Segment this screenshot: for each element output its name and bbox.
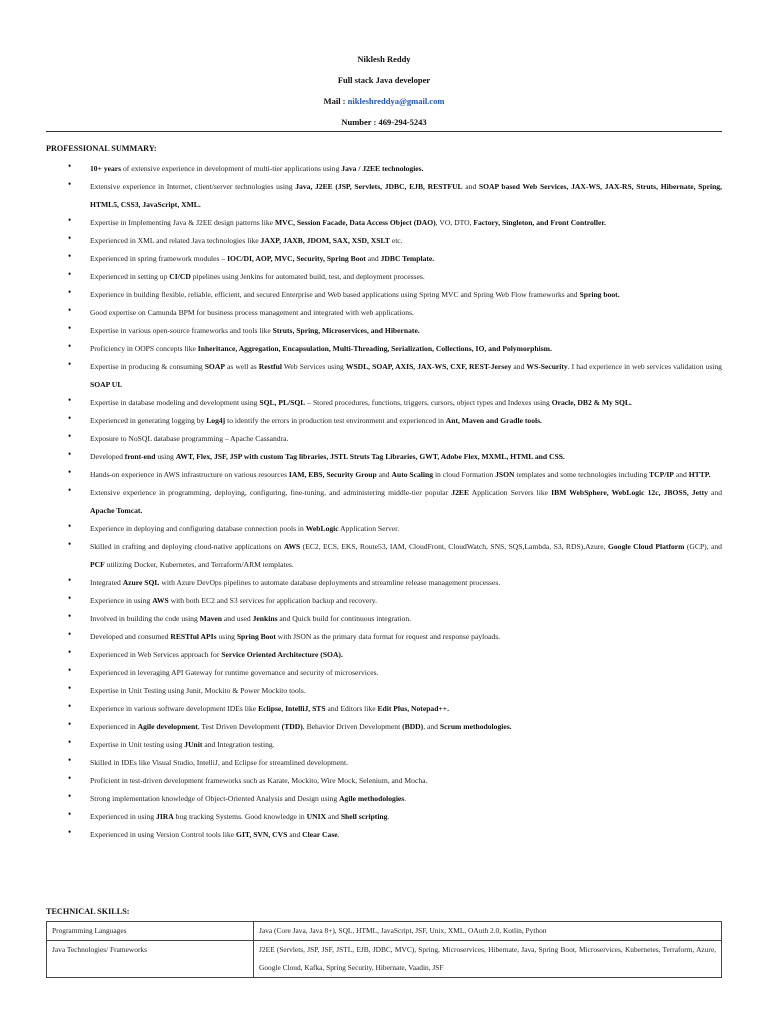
summary-text: , and [423,722,440,731]
contact-number: Number : 469-294-5243 [341,117,427,127]
summary-item [68,754,722,772]
bullet-icon: • [68,701,72,711]
summary-item [68,484,722,520]
summary-text: utilizing Docker, Kubernetes, and Terraform/ARM templates. [104,560,294,569]
summary-item [68,286,722,304]
summary-text: and Integration testing. [202,740,275,749]
summary-bold-text: Java, J2EE (JSP, Servlets, JDBC, EJB, RESTFUL [295,182,463,191]
summary-bold-text: front-end [124,452,156,461]
professional-summary-list [68,160,722,844]
bullet-icon: • [68,593,72,603]
summary-item [68,394,722,412]
summary-bold-text: (BDD) [402,722,424,731]
summary-item [68,718,722,736]
summary-text: etc. [389,236,403,245]
bullet-icon: • [68,269,72,279]
summary-text: and [365,254,381,263]
summary-bold-text: Shell scripting [340,812,388,821]
summary-item [68,736,722,754]
summary-text: with both EC2 and S3 services for application backup and recovery. [168,596,377,605]
bullet-icon: • [68,809,72,819]
summary-bold-text: WebLogic [305,524,339,533]
summary-bold-text: Spring Boot [236,632,276,641]
summary-bold-text: IAM, EBS, Security Group [288,470,377,479]
summary-item [68,574,722,592]
summary-bold-text: PCF [90,560,105,569]
summary-text: Proficient in test-driven development frameworks such as Karate, Mockito, Wire Mock, Selenium, and Mocha. [90,776,428,785]
bullet-icon: • [68,179,72,189]
summary-text: Extensive experience in Internet, client/server technologies using [90,182,296,191]
summary-text: and [287,830,303,839]
summary-text: . [337,830,340,839]
summary-bold-text: J2EE [451,488,470,497]
summary-bold-text: Maven [199,614,223,623]
summary-text: Experienced in using Version Control tools like [90,830,237,839]
summary-text: Experienced in generating logging by [90,416,207,425]
summary-bold-text: Inheritance, Aggregation, Encapsulation, Multi-Threading, Serialization, Collections, IO, and Polymorphism. [197,344,552,353]
summary-text: Good expertise on Camunda BPM for business process management and integrated with web applications. [90,308,414,317]
summary-text: Skilled in IDEs like Visual Studio, IntelliJ, and Eclipse for streamlined development. [90,758,348,767]
summary-text: with JSON as the primary data format for request and response payloads. [275,632,501,641]
summary-text: and [326,812,341,821]
bullet-icon: • [68,215,72,225]
bullet-icon: • [68,431,72,441]
bullet-icon: • [68,755,72,765]
summary-text: Experienced in Web Services approach for [90,650,222,659]
summary-bold-text: HTTP. [688,470,711,479]
summary-bold-text: (TDD) [281,722,303,731]
summary-text: and [707,488,722,497]
summary-text: Extensive experience in programming, deploying, configuring, fine-tuning, and administering middle-tier popular [90,488,452,497]
bullet-icon: • [68,683,72,693]
summary-item [68,358,722,394]
summary-text: and [673,470,689,479]
contact-email [0,92,768,113]
summary-bold-text: WSDL, SOAP, AXIS, JAX-WS, CXF, REST-Jersey [345,362,512,371]
summary-text: Expertise in Unit testing using [90,740,185,749]
summary-text: Expertise in database modeling and development using [90,398,260,407]
bullet-icon: • [68,575,72,585]
mail-label: Mail : [323,96,348,106]
summary-bold-text: Ant, Maven and Gradle tools. [445,416,542,425]
bullet-icon: • [68,359,72,369]
summary-text: Experienced in setting up [90,272,170,281]
summary-text: of extensive experience in development of multi-tier applications using [121,164,342,173]
summary-text: and [511,362,527,371]
summary-item [68,322,722,340]
professional-summary-heading: PROFESSIONAL SUMMARY: [46,144,157,153]
bullet-icon: • [68,413,72,423]
summary-text: Expertise in Implementing Java & J2EE design patterns like [90,218,275,227]
summary-item [68,700,722,718]
summary-text: Integrated [90,578,123,587]
summary-text: and Editors like [325,704,378,713]
summary-bold-text: Auto Scaling [391,470,434,479]
summary-bold-text: SQL, PL/SQL [259,398,306,407]
summary-item [68,448,722,466]
summary-text: with Azure DevOps pipelines to automate database deployments and streamline release management processes. [159,578,501,587]
resume-header [0,50,768,134]
candidate-name: Niklesh Reddy [357,54,411,64]
summary-bold-text: Eclipse, IntelliJ, STS [258,704,326,713]
summary-item [68,520,722,538]
summary-item [68,430,722,448]
bullet-icon: • [68,611,72,621]
summary-text: Experience in deploying and configuring database connection pools in [90,524,306,533]
summary-bold-text: Jenkins [252,614,278,623]
skills-row [47,941,722,978]
summary-text: Proficiency in OOPS concepts like [90,344,198,353]
summary-bold-text: Restful [258,362,282,371]
header-divider [46,131,722,132]
summary-text: and [376,470,392,479]
summary-bold-text: Scrum methodologies. [439,722,512,731]
bullet-icon: • [68,665,72,675]
summary-item [68,160,722,178]
email-link[interactable]: nikleshreddya@gmail.com [347,96,445,106]
summary-bold-text: Spring boot. [579,290,620,299]
summary-text: Developed [90,452,125,461]
summary-item [68,592,722,610]
bullet-icon: • [68,341,72,351]
bullet-icon: • [68,629,72,639]
bullet-icon: • [68,323,72,333]
bullet-icon: • [68,467,72,477]
summary-bold-text: Log4j [206,416,226,425]
summary-bold-text: Clear Case [302,830,338,839]
bullet-icon: • [68,395,72,405]
summary-bold-text: SOAP UI. [90,380,123,389]
summary-item [68,268,722,286]
summary-item [68,826,722,844]
summary-text: Experienced in XML and related Java technologies like [90,236,261,245]
summary-bold-text: Apache Tomcat. [90,506,143,515]
bullet-icon: • [68,251,72,261]
summary-item [68,808,722,826]
summary-item [68,466,722,484]
summary-text: Involved in building the code using [90,614,200,623]
summary-bold-text: Agile development [137,722,198,731]
summary-text: bug tracking Systems. Good knowledge in [173,812,307,821]
summary-bold-text: IBM WebSphere, WebLogic 12c, JBOSS, Jetty [551,488,708,497]
summary-bold-text: GIT, SVN, CVS [236,830,288,839]
skills-row [47,922,722,941]
summary-text: Experience in using [90,596,153,605]
summary-item [68,232,722,250]
summary-text: Experienced in leveraging API Gateway for runtime governance and security of microservices. [90,668,379,677]
summary-bold-text: 10+ years [90,164,122,173]
summary-item [68,628,722,646]
summary-bold-text: Java / J2EE technologies. [341,164,424,173]
summary-item [68,538,722,574]
summary-text: to identify the errors in production test environment and experienced in [225,416,446,425]
summary-text: Application Server. [338,524,400,533]
summary-bold-text: Factory, Singleton, and Front Controller. [473,218,606,227]
summary-text: Exposure to NoSQL database programming – Apache Cassandra. [90,434,289,443]
summary-text: – Stored procedures, functions, triggers, cursors, object types and Indexes using [305,398,552,407]
summary-text: Web Services using [281,362,346,371]
summary-bold-text: SOAP [204,362,225,371]
summary-text: and [462,182,479,191]
bullet-icon: • [68,521,72,531]
summary-text: in cloud Formation [433,470,496,479]
summary-bold-text: Service Oriented Architecture (SOA). [221,650,343,659]
summary-text: using [216,632,237,641]
bullet-icon: • [68,287,72,297]
summary-bold-text: UNIX [306,812,327,821]
summary-text: . I had experience in web services validation using [567,362,722,371]
summary-text: and Quick build for continuous integration. [277,614,412,623]
summary-bold-text: JAXP, JAXB, JDOM, SAX, XSD, XSLT [260,236,390,245]
summary-item [68,682,722,700]
summary-item [68,340,722,358]
summary-bold-text: CI/CD [169,272,191,281]
summary-text: Experience in various software development IDEs like [90,704,259,713]
bullet-icon: • [68,647,72,657]
summary-text: (GCP), and [684,542,722,551]
summary-text: , Test Driven Development [197,722,282,731]
summary-text: . [387,812,390,821]
summary-bold-text: AWT, Flex, JSF, JSP with custom Tag libraries, JSTL Struts Tag Libraries, GWT, Adobe Flex, MXML, HTML and CSS. [175,452,565,461]
summary-text: Developed and consumed [90,632,171,641]
summary-text: pipelines using Jenkins for automated build, test, and deployment processes. [190,272,425,281]
summary-text: Expertise in Unit Testing using Junit, Mockito & Power Mockito tools. [90,686,306,695]
summary-item [68,178,722,214]
bullet-icon: • [68,773,72,783]
summary-text: and used [222,614,253,623]
bullet-icon: • [68,827,72,837]
summary-item [68,304,722,322]
skill-category: Java Technologies/ Frameworks [47,941,254,978]
summary-text: Hands-on experience in AWS infrastructure on various resources [90,470,289,479]
summary-bold-text: MVC, Session Facade, Data Access Object (DAO) [274,218,436,227]
skill-values: J2EE (Servlets, JSP, JSF, JSTL, EJB, JDBC, MVC), Spring, Microservices, Hibernate, Java, Spring Boot, Microservices, Kubernetes, Terraform, Azure, Google Cloud, Kafka, Spring Security, Hibernate, Vaadin, JSF [254,941,722,978]
summary-item [68,790,722,808]
bullet-icon: • [68,161,72,171]
summary-text: Experience in building flexible, reliable, efficient, and secured Enterprise and Web based applications using Spring MVC and Spring Web Flow frameworks and [90,290,580,299]
bullet-icon: • [68,719,72,729]
summary-bold-text: JDBC Template. [380,254,435,263]
summary-bold-text: WS-Security [526,362,568,371]
summary-bold-text: RESTful APIs [170,632,217,641]
summary-text: Experienced in [90,722,138,731]
summary-bold-text: IOC/DI, AOP, MVC, Security, Spring Boot [227,254,366,263]
summary-bold-text: Google Cloud Platform [607,542,685,551]
summary-bold-text: Edit Plus, Notepad++. [377,704,449,713]
summary-item [68,646,722,664]
technical-skills-table [46,921,722,978]
skill-values: Java (Core Java, Java 8+), SQL, HTML, JavaScript, JSF, Unix, XML, OAuth 2.0, Kotlin, Python [254,922,722,941]
bullet-icon: • [68,791,72,801]
summary-bold-text: AWS [152,596,169,605]
summary-bold-text: Oracle, DB2 & My SQL. [551,398,632,407]
summary-bold-text: Azure SQL [122,578,160,587]
summary-item [68,214,722,232]
summary-bold-text: AWS [283,542,301,551]
summary-text: Expertise in various open-source frameworks and tools like [90,326,273,335]
summary-text: Experienced in using [90,812,157,821]
summary-text: , VO, DTO, [435,218,474,227]
summary-text: as well as [224,362,259,371]
summary-text: using [155,452,176,461]
summary-bold-text: JSON [495,470,515,479]
bullet-icon: • [68,539,72,549]
summary-text: (EC2, ECS, EKS, Route53, IAM, CloudFront, CloudWatch, SNS, SQS,Lambda, S3, RDS),Azure, [300,542,608,551]
bullet-icon: • [68,485,72,495]
summary-text: Application Servers like [469,488,552,497]
summary-item [68,610,722,628]
bullet-icon: • [68,737,72,747]
bullet-icon: • [68,233,72,243]
summary-item [68,772,722,790]
summary-text: Skilled in crafting and deploying cloud-native applications on [90,542,284,551]
summary-bold-text: JIRA [156,812,174,821]
technical-skills-heading: TECHNICAL SKILLS: [46,907,130,916]
summary-item [68,412,722,430]
bullet-icon: • [68,449,72,459]
summary-text: , Behavior Driven Development [302,722,403,731]
summary-bold-text: SOAP based Web Services, JAX-WS, JAX-RS, Struts, Hibernate, Spring, HTML5, CSS3, JavaScript, XML. [90,182,722,209]
summary-item [68,250,722,268]
summary-text: Experienced in spring framework modules – [90,254,228,263]
summary-bold-text: JUnit [184,740,203,749]
summary-text: templates and some technologies including [514,470,650,479]
bullet-icon: • [68,305,72,315]
summary-text: . [404,794,407,803]
summary-bold-text: Struts, Spring, Microservices, and Hibernate. [272,326,420,335]
summary-text: Expertise in producing & consuming [90,362,205,371]
skill-category: Programming Languages [47,922,254,941]
summary-bold-text: TCP/IP [649,470,674,479]
candidate-title: Full stack Java developer [337,75,431,85]
summary-item [68,664,722,682]
summary-text: Strong implementation knowledge of Object-Oriented Analysis and Design using [90,794,340,803]
summary-bold-text: Agile methodologies [339,794,405,803]
